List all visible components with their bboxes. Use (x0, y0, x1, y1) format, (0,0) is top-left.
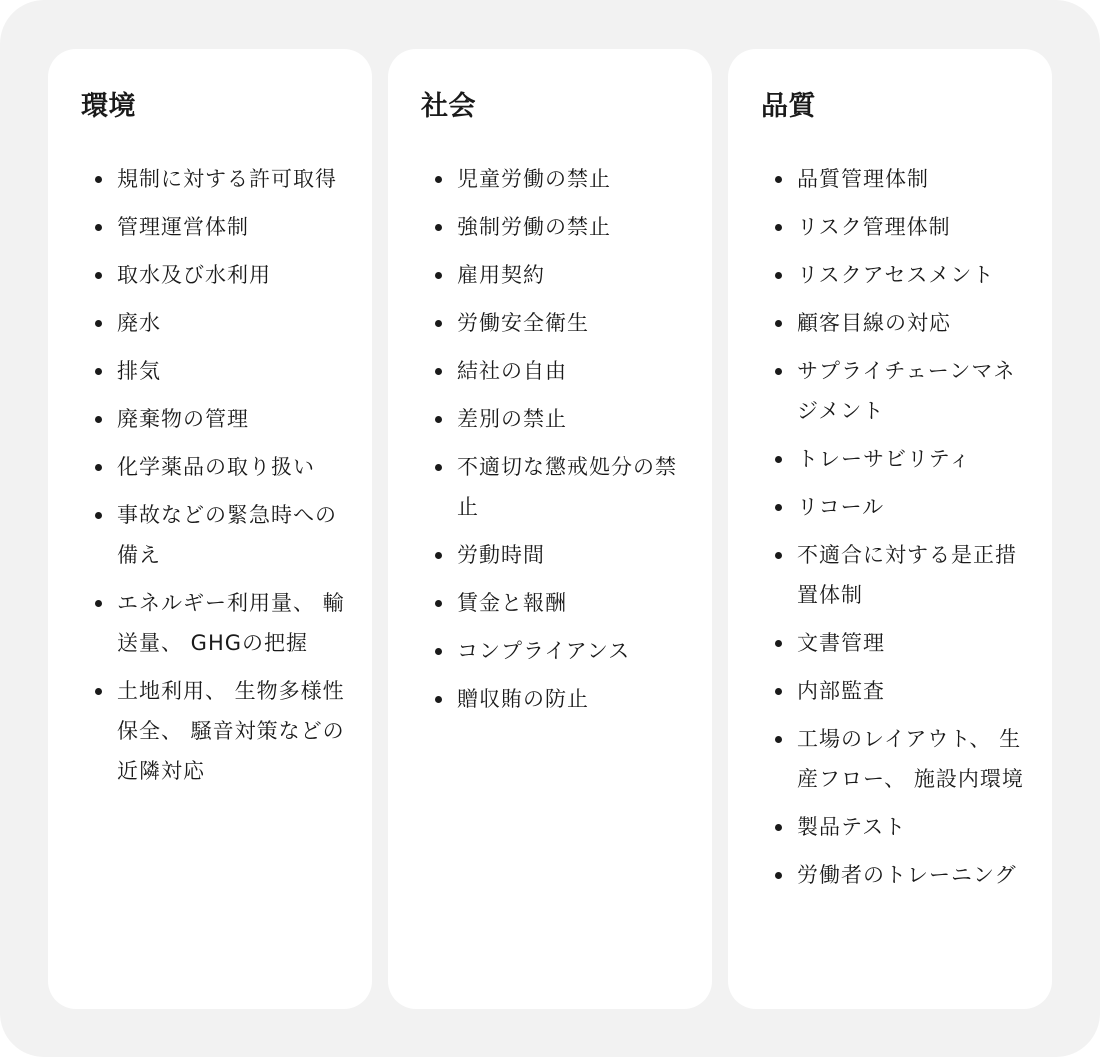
bullet-icon (775, 176, 782, 183)
bullet-icon (435, 464, 442, 471)
list-item (761, 671, 1032, 711)
list-item-label: トレーサビリティ (797, 447, 971, 471)
list-item-label: 不適合に対する是正措置体制 (797, 543, 1017, 607)
bullet-icon (435, 552, 442, 559)
bullet-icon (775, 504, 782, 511)
bullet-icon (435, 272, 442, 279)
list-item-label: 労働者のトレーニング (797, 863, 1017, 887)
list-item-label: 労動時間 (457, 543, 545, 567)
list-item (761, 855, 1032, 895)
bullet-icon (775, 824, 782, 831)
list-item (421, 351, 692, 391)
card-quality (728, 49, 1052, 1009)
list-item (421, 303, 692, 343)
list-item (761, 439, 1032, 479)
list-item (421, 447, 692, 527)
card-title: 品質 (761, 91, 816, 122)
card-title: 社会 (421, 91, 476, 122)
list-item-label: コンプライアンス (457, 639, 631, 663)
list-item (421, 159, 692, 199)
bullet-icon (95, 176, 102, 183)
list-item-label: 贈収賄の防止 (457, 687, 589, 711)
list-item (81, 495, 352, 575)
list-item-label: 強制労働の禁止 (457, 215, 611, 239)
bullet-icon (775, 688, 782, 695)
list-item (81, 399, 352, 439)
list-item (761, 487, 1032, 527)
card-environment (48, 49, 372, 1009)
bullet-icon (775, 320, 782, 327)
list-item-label: 土地利用、 生物多様性保全、 騒音対策などの近隣対応 (117, 679, 345, 783)
bullet-icon (95, 272, 102, 279)
list-item (81, 583, 352, 663)
list-item-label: 廃棄物の管理 (117, 407, 249, 431)
list-item-label: 排気 (117, 359, 161, 383)
list-item-label: 品質管理体制 (797, 167, 929, 191)
list-item (761, 807, 1032, 847)
list-item-label: 結社の自由 (457, 359, 567, 383)
list-item (421, 255, 692, 295)
list-item-label: 差別の禁止 (457, 407, 567, 431)
list-item (81, 303, 352, 343)
list-item-label: 内部監査 (797, 679, 885, 703)
list-item (761, 159, 1032, 199)
list-item-label: 賃金と報酬 (457, 591, 567, 615)
list-item-label: 不適切な懲戒処分の禁止 (457, 455, 677, 519)
bullet-icon (95, 512, 102, 519)
bullet-icon (95, 464, 102, 471)
list-item (421, 535, 692, 575)
list-item-label: 事故などの緊急時への備え (117, 503, 337, 567)
item-list (421, 159, 692, 719)
list-item (761, 303, 1032, 343)
list-item (81, 159, 352, 199)
list-item (81, 207, 352, 247)
bullet-icon (775, 224, 782, 231)
list-item (81, 671, 352, 791)
list-item (421, 679, 692, 719)
list-item-label: リコール (797, 495, 885, 519)
bullet-icon (775, 368, 782, 375)
list-item-label: 文書管理 (797, 631, 885, 655)
bullet-icon (435, 600, 442, 607)
bullet-icon (95, 416, 102, 423)
list-item-label: 製品テスト (797, 815, 907, 839)
list-item-label: 化学薬品の取り扱い (117, 455, 315, 479)
list-item-label: 工場のレイアウト、 生産フロー、 施設内環境 (797, 727, 1024, 791)
bullet-icon (775, 552, 782, 559)
list-item (761, 535, 1032, 615)
bullet-icon (435, 224, 442, 231)
list-item-label: リスクアセスメント (797, 263, 995, 287)
list-item (81, 447, 352, 487)
list-item-label: 児童労働の禁止 (457, 167, 611, 191)
list-item (421, 583, 692, 623)
card-social (388, 49, 712, 1009)
list-item-label: 雇用契約 (457, 263, 545, 287)
item-list (761, 159, 1032, 895)
list-item (421, 207, 692, 247)
bullet-icon (435, 696, 442, 703)
bullet-icon (95, 600, 102, 607)
list-item-label: 取水及び水利用 (117, 263, 271, 287)
list-item-label: 廃水 (117, 311, 161, 335)
list-item-label: サプライチェーンマネジメント (797, 359, 1016, 423)
list-item-label: 管理運営体制 (117, 215, 249, 239)
bullet-icon (95, 224, 102, 231)
bullet-icon (775, 872, 782, 879)
bullet-icon (435, 648, 442, 655)
card-title: 環境 (81, 91, 136, 122)
bullet-icon (435, 320, 442, 327)
list-item (81, 351, 352, 391)
list-item (761, 207, 1032, 247)
list-item-label: エネルギー利用量、 輸送量、 GHGの把握 (117, 591, 345, 655)
bullet-icon (435, 368, 442, 375)
bullet-icon (775, 640, 782, 647)
item-list (81, 159, 352, 791)
list-item-label: 顧客目線の対応 (797, 311, 951, 335)
list-item (761, 623, 1032, 663)
bullet-icon (95, 320, 102, 327)
list-item (761, 255, 1032, 295)
bullet-icon (95, 688, 102, 695)
bullet-icon (95, 368, 102, 375)
bullet-icon (435, 416, 442, 423)
list-item (421, 399, 692, 439)
list-item (81, 255, 352, 295)
list-item (421, 631, 692, 671)
list-item (761, 719, 1032, 799)
list-item-label: リスク管理体制 (797, 215, 951, 239)
bullet-icon (775, 272, 782, 279)
list-item-label: 労働安全衛生 (457, 311, 589, 335)
bullet-icon (775, 736, 782, 743)
list-item-label: 規制に対する許可取得 (117, 167, 337, 191)
list-item (761, 351, 1032, 431)
bullet-icon (435, 176, 442, 183)
bullet-icon (775, 456, 782, 463)
card-grid (48, 49, 1052, 1009)
